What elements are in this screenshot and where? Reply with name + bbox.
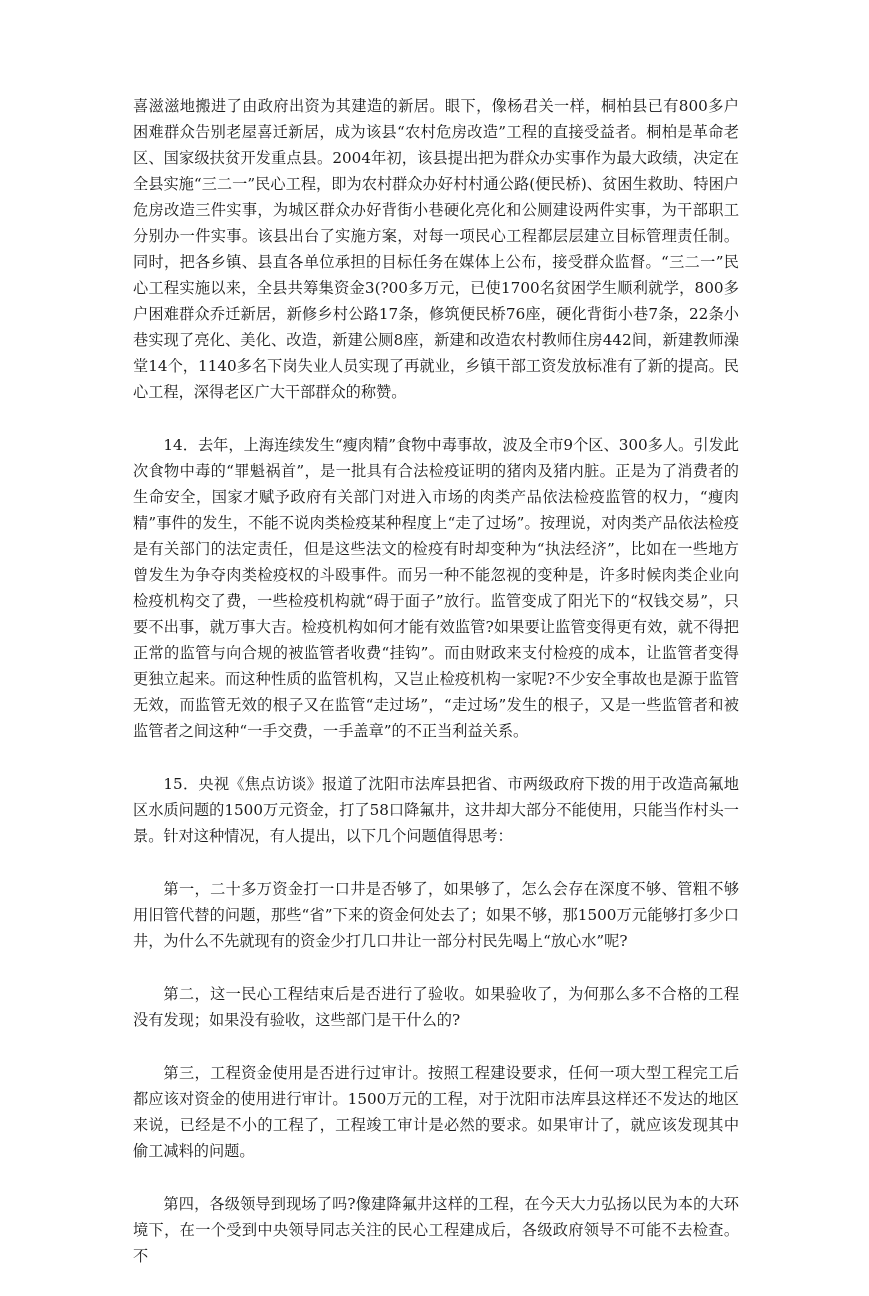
document-body — [133, 93, 739, 1296]
paragraph-point-1: 第一，二十多万资金打一口井是否够了，如果够了，怎么会存在深度不够、管粗不够用旧管代替的问题，那些“省”下来的资金何处去了；如果不够，那1500万元能够打多少口井，为什么不先就现有的资金少打几口井让一部分村民先喝上“放心水”呢? — [133, 880, 739, 950]
paragraph-continued: 喜滋滋地搬进了由政府出资为其建造的新居。眼下，像杨君关一样，桐柏县已有800多户困难群众告别老屋喜迁新居，成为该县“农村危房改造”工程的直接受益者。桐柏是革命老区、国家级扶贫开发重点县。2004年初，该县提出把为群众办实事作为最大政绩，决定在全县实施“三二一”民心工程，即为农村群众办好村村通公路(便民桥)、贫困生救助、特困户危房改造三件实事，为城区群众办好背街小巷硬化亮化和公厕建设两件实事，为干部职工分别办一件实事。该县出台了实施方案，对每一项民心工程都层层建立目标管理责任制。同时，把各乡镇、县直各单位承担的目标任务在媒体上公布，接受群众监督。“三二一”民心工程实施以来，全县共筹集资金3(?00多万元，已使1700名贫困学生顺利就学，800多户困难群众乔迁新居，新修乡村公路17条，修筑便民桥76座，硬化背街小巷7条，22条小巷实现了亮化、美化、改造，新建公厕8座，新建和改造农村教师住房442间，新建教师澡堂14个，1140多名下岗失业人员实现了再就业，乡镇干部工资发放标准有了新的提高。民心工程，深得老区广大干部群众的称赞。 — [133, 97, 739, 401]
paragraph-point-2: 第二，这一民心工程结束后是否进行了验收。如果验收了，为何那么多不合格的工程没有发现；如果没有验收，这些部门是干什么的? — [133, 985, 739, 1029]
paragraph-item-14: 14．去年，上海连续发生“瘦肉精”食物中毒事故，波及全市9个区、300多人。引发此次食物中毒的“罪魁祸首”，是一批具有合法检疫证明的猪肉及猪内脏。正是为了消费者的生命安全，国家才赋予政府有关部门对进入市场的肉类产品依法检疫监管的权力，“瘦肉精”事件的发生，不能不说肉类检疫某种程度上“走了过场”。按理说，对肉类产品依法检疫是有关部门的法定责任，但是这些法文的检疫有时却变种为“执法经济”，比如在一些地方曾发生为争夺肉类检疫权的斗殴事件。而另一种不能忽视的变种是，许多时候肉类企业向检疫机构交了费，一些检疫机构就“碍于面子”放行。监管变成了阳光下的“权钱交易”，只要不出事，就万事大吉。检疫机构如何才能有效监管?如果要让监管变得更有效，就不得把正常的监管与向合规的被监管者收费“挂钩”。而由财政来支付检疫的成本，让监管者变得更独立起来。而这种性质的监管机构，又岂止检疫机构一家呢?不少安全事故也是源于监管无效，而监管无效的根子又在监管“走过场”，“走过场”发生的根子，又是一些监管者和被监管者之间这种“一手交费，一手盖章”的不正当利益关系。 — [133, 436, 739, 740]
paragraph-point-4: 第四，各级领导到现场了吗?像建降氟井这样的工程，在今天大力弘扬以民为本的大环境下，在一个受到中央领导同志关注的民心工程建成后，各级政府领导不可能不去检查。不 — [133, 1195, 739, 1265]
paragraph-item-15: 15．央视《焦点访谈》报道了沈阳市法库县把省、市两级政府下拨的用于改造高氟地区水质问题的1500万元资金，打了58口降氟井，这井却大部分不能使用，只能当作村头一景。针对这种情况，有人提出，以下几个问题值得思考： — [133, 775, 739, 845]
paragraph-point-3: 第三，工程资金使用是否进行过审计。按照工程建设要求，任何一项大型工程完工后都应该对资金的使用进行审计。1500万元的工程，对于沈阳市法库县这样还不发达的地区来说，已经是不小的工程了，工程竣工审计是必然的要求。如果审计了，就应该发现其中偷工减料的问题。 — [133, 1064, 739, 1160]
